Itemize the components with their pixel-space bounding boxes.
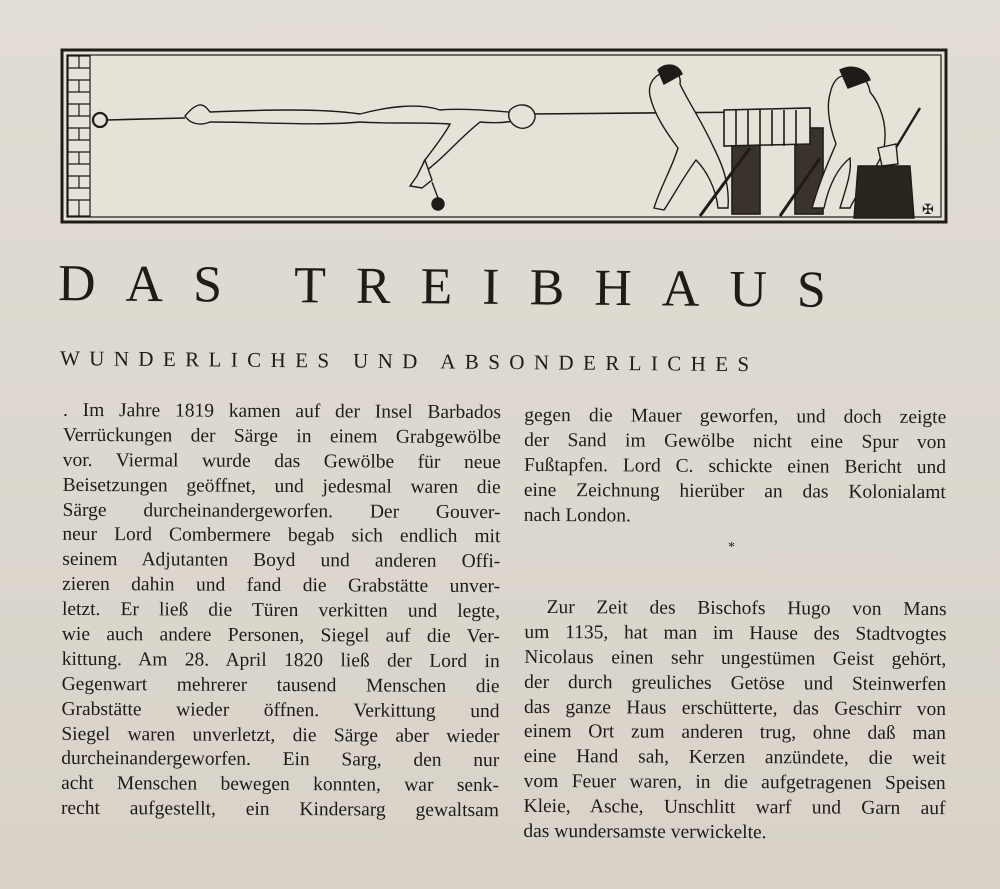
- text-line: Verrückungen der Särge in einem Grabgewölbe: [62, 424, 501, 449]
- text-line: Zur Zeit des Bischofs Hugo von Mans: [546, 597, 947, 621]
- text-line: wie auch andere Personen, Siegel auf die Ver-: [61, 623, 500, 648]
- text-line: das ganze Haus erschütterte, das Geschirr von: [524, 696, 947, 720]
- woodcut-illustration-icon: [60, 48, 948, 224]
- text-line: Grabstätte wieder öffnen. Verkittung und: [61, 698, 500, 722]
- left-column: [61, 399, 501, 824]
- text-line: das wundersamste verwickelte.: [523, 820, 767, 844]
- text-line: der durch greuliches Getöse und Steinwerfen: [524, 671, 947, 695]
- text-line: gegen die Mauer geworfen, und doch zeigte: [524, 404, 947, 429]
- text-line: eine Hand sah, Kerzen anzündete, die weit: [523, 746, 946, 770]
- text-line: durcheinandergeworfen. Ein Sarg, den nur: [61, 748, 500, 772]
- text-line: letzt. Er ließ die Türen verkitten und legte,: [61, 598, 501, 623]
- page-title: DAS TREIBHAUS: [57, 255, 857, 320]
- text-line: um 1135, hat man im Hause des Stadtvogtes: [524, 621, 947, 645]
- text-line: acht Menschen bewegen konnten, war senk-: [61, 773, 500, 797]
- text-line: Gegenwart mehrerer tausend Menschen die: [61, 673, 500, 697]
- text-line: kittung. Am 28. April 1820 ließ der Lord in: [61, 648, 500, 673]
- vignette-illustration: [60, 48, 948, 224]
- monogram-icon: ✠: [922, 203, 934, 218]
- right-column-top: [524, 404, 947, 531]
- text-line: neur Lord Combermere begab sich endlich mit: [62, 524, 501, 548]
- text-line: seinem Adjutanten Boyd und anderen Offi-: [62, 549, 501, 573]
- text-line: Kleie, Asche, Unschlitt warf und Garn auf: [523, 796, 946, 820]
- text-line: zieren dahin und fand die Grabstätte unver-: [62, 574, 501, 598]
- text-line: vom Feuer waren, in die aufgetragenen Speisen: [523, 771, 946, 795]
- text-line: Siegel waren unverletzt, die Särge aber wieder: [61, 723, 500, 747]
- text-line: eine Zeichnung hierüber an das Kolonialamt: [523, 479, 946, 503]
- section-separator: *: [728, 540, 735, 555]
- right-column-bottom: [523, 596, 946, 847]
- text-line: einem Ort zum anderen trug, ohne daß man: [523, 721, 946, 745]
- text-line: vor. Viermal wurde das Gewölbe für neue: [62, 449, 501, 473]
- page-subtitle: WUNDERLICHES UND ABSONDERLICHES: [59, 346, 759, 377]
- text-line: der Sand im Gewölbe nicht eine Spur von: [524, 429, 947, 453]
- text-line: Nicolaus einen sehr ungestümen Geist gehört,: [524, 646, 947, 670]
- text-line: Fußtapfen. Lord C. schickte einen Bericht und: [523, 454, 947, 478]
- text-line: nach London.: [523, 504, 632, 527]
- text-line: . Im Jahre 1819 kamen auf der Insel Barbados: [62, 399, 502, 424]
- text-line: recht aufgestellt, ein Kindersarg gewaltsam: [60, 798, 500, 822]
- text-line: Särge durcheinandergeworfen. Der Gouver-: [62, 499, 501, 523]
- text-line: Beisetzungen geöffnet, und jedesmal waren die: [62, 474, 501, 498]
